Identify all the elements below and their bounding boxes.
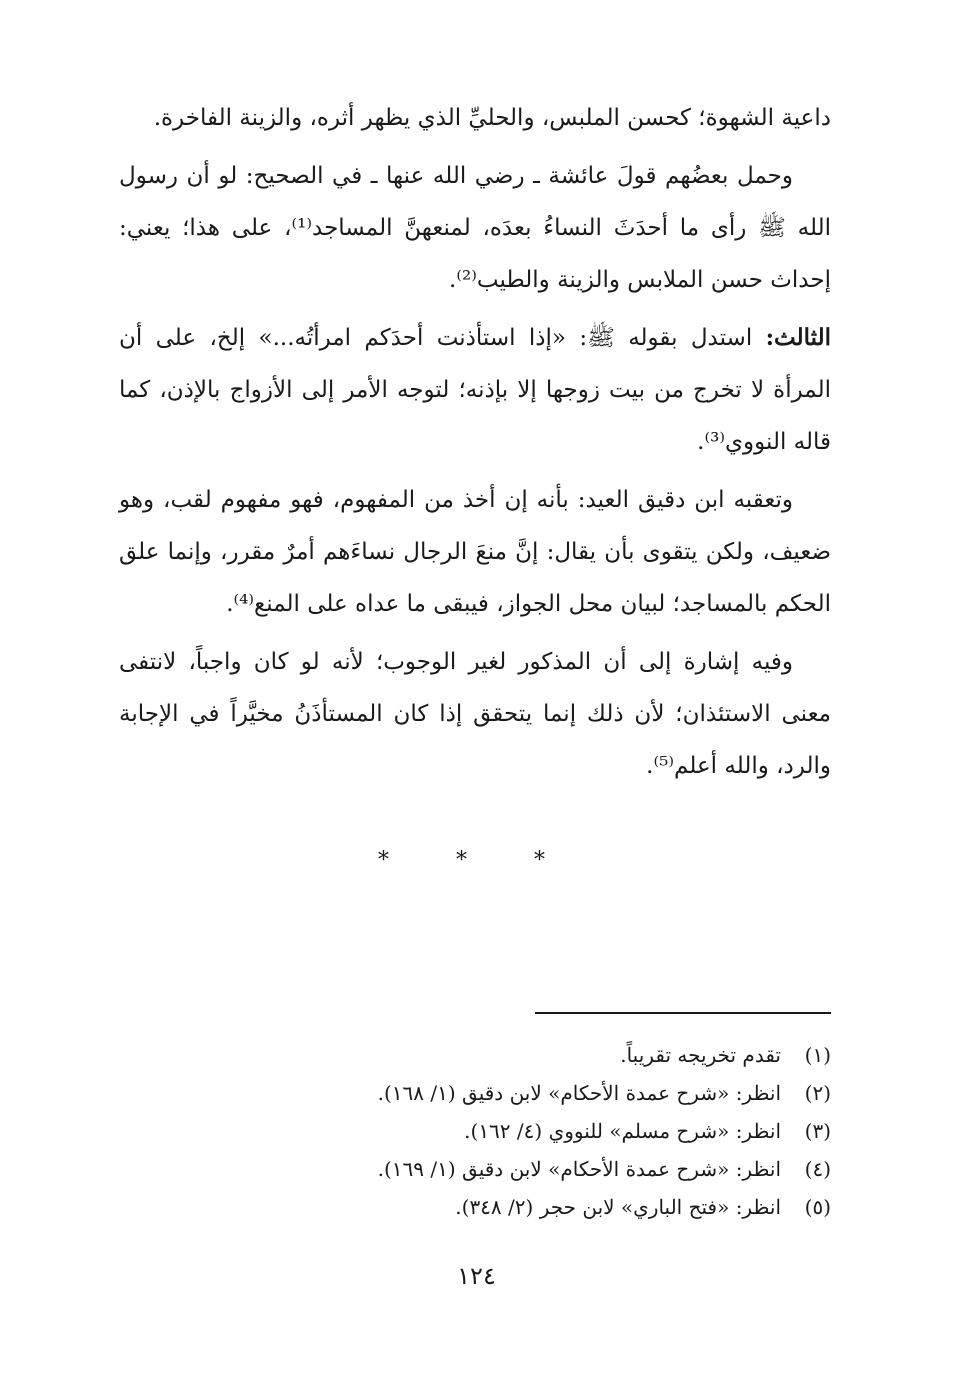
paragraph-3-lead: الثالث: <box>765 324 831 351</box>
main-text <box>119 92 831 798</box>
footnote-text: تقدم تخريجه تقريباً. <box>620 1043 781 1067</box>
paragraph-3 <box>119 312 831 468</box>
footnote-text: انظر: «شرح عمدة الأحكام» لابن دقيق (١/ ١٦٨). <box>377 1081 781 1105</box>
footnote-3 <box>119 1112 831 1150</box>
footnote-5 <box>119 1188 831 1226</box>
footnotes <box>119 1036 831 1226</box>
footnote-1 <box>119 1036 831 1074</box>
footnote-number: (٢) <box>804 1081 831 1105</box>
footnote-number: (٣) <box>804 1119 831 1143</box>
footnote-number: (١) <box>804 1043 831 1067</box>
paragraph-5: وفيه إشارة إلى أن المذكور لغير الوجوب؛ لأنه لو كان واجباً، لانتفى معنى الاستئذان؛ لأن ذلك إنما يتحقق إذا كان المستأذَنُ مخيَّراً في الإجابة والرد، والله أعلم⁽⁵⁾. <box>119 649 831 779</box>
footnote-2 <box>119 1074 831 1112</box>
paragraph-2: وحمل بعضُهم قولَ عائشة ـ رضي الله عنها ـ في الصحيح: لو أن رسول الله ﷺ رأى ما أحدَثَ النساءُ بعدَه، لمنعهنَّ المساجد⁽¹⁾، على هذا؛ يعني: إحداث حسن الملابس والزينة والطيب⁽²⁾. <box>119 163 831 293</box>
paragraph-1: داعية الشهوة؛ كحسن الملبس، والحليِّ الذي يظهر أثره، والزينة الفاخرة. <box>153 105 831 131</box>
footnote-separator <box>535 1012 831 1014</box>
page-number: ١٢٤ <box>457 1262 496 1290</box>
paragraph-4: وتعقبه ابن دقيق العيد: بأنه إن أخذ من المفهوم، فهو مفهوم لقب، وهو ضعيف، ولكن يتقوى بأن يقال: إنَّ منعَ الرجال نساءَهم أمرٌ مقرر، وإنما علق الحكم بالمساجد؛ لبيان محل الجواز، فيبقى ما عداه على المنع⁽⁴⁾. <box>119 487 831 617</box>
paragraph-3-body: استدل بقوله ﷺ: «إذا استأذنت أحدَكم امرأتُه...» إلخ، على أن المرأة لا تخرج من بيت زوجها إلا بإذنه؛ لتوجه الأمر إلى الأزواج بالإذن، كما قاله النووي⁽³⁾. <box>119 325 831 455</box>
footnote-number: (٥) <box>804 1195 831 1219</box>
footnote-text: انظر: «شرح مسلم» للنووي (٤/ ١٦٢). <box>464 1119 781 1143</box>
footnote-text: انظر: «شرح عمدة الأحكام» لابن دقيق (١/ ١٦٩). <box>377 1157 781 1181</box>
footnote-4 <box>119 1150 831 1188</box>
section-ornament: * * * <box>378 848 575 873</box>
footnote-number: (٤) <box>804 1157 831 1181</box>
footnote-text: انظر: «فتح الباري» لابن حجر (٢/ ٣٤٨). <box>455 1195 781 1219</box>
